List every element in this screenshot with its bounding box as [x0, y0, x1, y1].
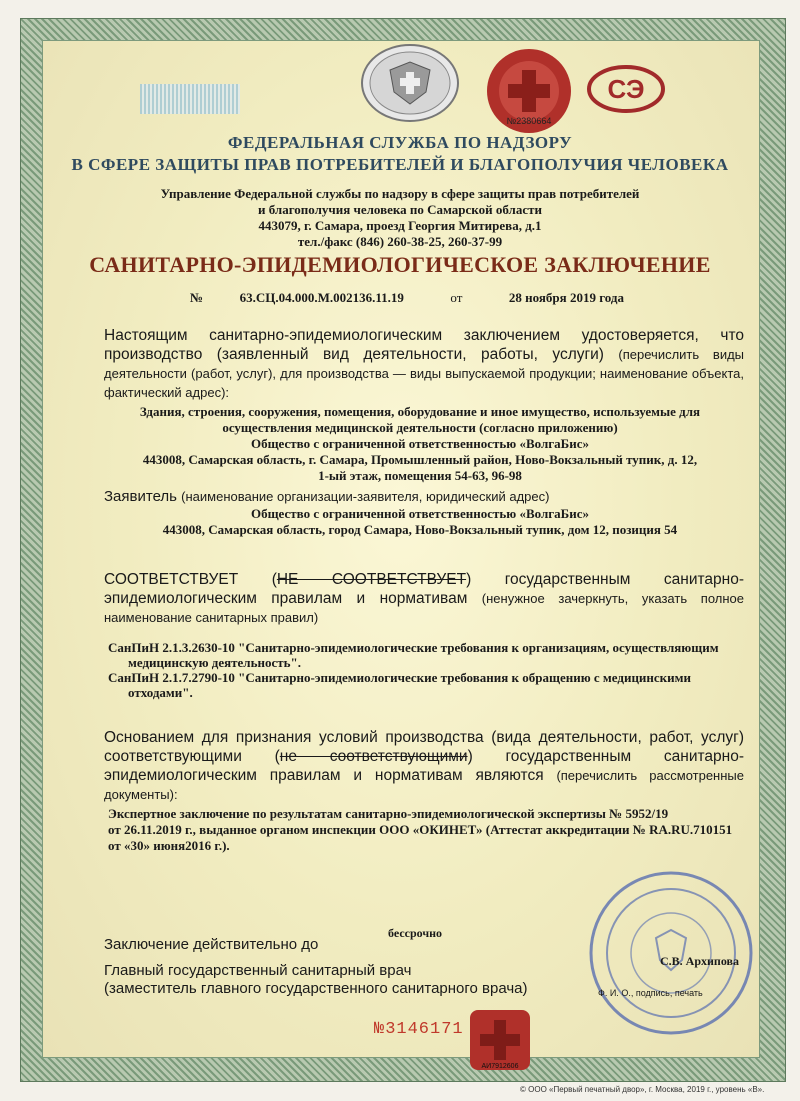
basis-post: ) государственным санитарно-эпидемиологическим правилам и нормативам являются: [104, 748, 744, 784]
expert-block: [108, 806, 748, 854]
agency-line-2: В СФЕРЕ ЗАЩИТЫ ПРАВ ПОТРЕБИТЕЛЕЙ И БЛАГОПОЛУЧИЯ ЧЕЛОВЕКА: [71, 155, 729, 174]
expert-line-2: от 26.11.2019 г., выданное органом инспекции ООО «ОКИНЕТ» (Аттестат аккредитации № RA.RU.710151: [108, 822, 733, 837]
printer-footer: © ООО «Первый печатный двор», г. Москва, 2019 г., уровень «В».: [520, 1085, 765, 1094]
conformity-word: СООТВЕТСТВУЕТ (: [104, 571, 277, 588]
object-line-5: 1-ый этаж, помещения 54-63, 96-98: [318, 468, 522, 483]
sanpin-line-2: медицинскую деятельность".: [128, 655, 301, 670]
signer-name: С.В. Архипова: [660, 954, 740, 968]
expert-line-3: от «30» июня2016 г.).: [108, 838, 230, 853]
number-row: [190, 290, 624, 306]
applicant-line-1: Общество с ограниченной ответственностью «ВолгаБис»: [250, 506, 590, 521]
security-pattern: [140, 84, 240, 114]
document-title: САНИТАРНО-ЭПИДЕМИОЛОГИЧЕСКОЕ ЗАКЛЮЧЕНИЕ: [89, 252, 711, 277]
document-date: 28 ноября 2019 года: [508, 290, 624, 305]
applicant-hint: (наименование организации-заявителя, юридический адрес): [181, 489, 550, 504]
conformity-struck: НЕ СООТВЕТСТВУЕТ: [276, 571, 467, 588]
object-line-1: Здания, строения, сооружения, помещения, оборудование и иное имущество, используемые для: [139, 404, 701, 419]
basis-struck: не соответствующими: [279, 748, 468, 765]
hologram-2-code: АИ7912606: [481, 1063, 519, 1070]
signer-role-deputy: (заместитель главного государственного санитарного врача): [104, 980, 528, 997]
from-word: от: [450, 290, 463, 305]
validity-label: Заключение действительно до: [104, 936, 319, 953]
department-block: [120, 186, 680, 250]
hologram-sticker-icon: [484, 46, 574, 136]
number-prefix: №: [190, 290, 204, 305]
sanpin-block: [108, 640, 748, 700]
dept-address: 443079, г. Самара, проезд Георгия Митирева, д.1: [258, 218, 542, 233]
object-line-4: 443008, Самарская область, г. Самара, Промышленный район, Ново-Вокзальный тупик, д. 12,: [142, 452, 698, 467]
sanpin-line-1: СанПиН 2.1.3.2630-10 "Санитарно-эпидемиологические требования к организациям, осуществляющим: [108, 640, 719, 655]
basis-pre: Основанием для признания условий производства (вида деятельности, работ, услуг) соответствующими (: [104, 729, 744, 765]
conformity-paragraph: [104, 570, 744, 627]
object-line-3: Общество с ограниченной ответственностью «ВолгаБис»: [250, 436, 590, 451]
hologram-sticker-2-icon: [468, 1008, 532, 1072]
applicant-line-2: 443008, Самарская область, город Самара, Ново-Вокзальный тупик, дом 12, позиция 54: [162, 522, 678, 537]
se-mark-text: СЭ: [607, 74, 645, 104]
expert-line-1: Экспертное заключение по результатам санитарно-эпидемиологической экспертизы № 5952/19: [108, 806, 669, 821]
emblem-icon: [360, 42, 460, 124]
basis-paragraph: [104, 728, 744, 804]
applicant-label: Заявитель: [104, 488, 177, 505]
object-block: [100, 404, 740, 484]
agency-line-1: ФЕДЕРАЛЬНАЯ СЛУЖБА ПО НАДЗОРУ: [227, 133, 573, 152]
certify-paragraph: [104, 326, 744, 402]
basis-hint: (перечислить рассмотренные документы):: [104, 768, 744, 802]
document-number: 63.СЦ.04.000.М.002136.11.19: [239, 290, 404, 305]
certify-text: Настоящим санитарно-эпидемиологическим заключением удостоверяется, что производство (заявленный вид деятельности, работы, услуги): [104, 327, 744, 363]
conformity-rest: ) государственным санитарно-эпидемиологическим правилам и нормативам: [104, 571, 744, 607]
sanpin-line-3: СанПиН 2.1.7.2790-10 "Санитарно-эпидемиологические требования к обращению с медицинскими: [108, 670, 692, 685]
certify-hint: (перечислить виды деятельности (работ, услуг), для производства — виды выпускаемой продукции; наименование объекта, фактический адрес):: [104, 347, 745, 400]
se-mark-icon: [586, 64, 666, 114]
hologram-code: №2380664: [506, 116, 552, 126]
dept-line-1: Управление Федеральной службы по надзору в сфере защиты прав потребителей: [160, 186, 640, 201]
agency-heading: [60, 132, 740, 176]
dept-line-2: и благополучия человека по Самарской области: [258, 202, 542, 217]
serial-number: №3146171: [374, 1020, 464, 1039]
applicant-block: [110, 506, 730, 538]
conformity-hint: (ненужное зачеркнуть, указать полное наименование санитарных правил): [104, 591, 744, 625]
validity-value: бессрочно: [388, 926, 443, 940]
signer-role: Главный государственный санитарный врач: [104, 962, 412, 979]
object-line-2: осуществления медицинской деятельности (согласно приложению): [222, 420, 618, 435]
applicant-label-row: [104, 488, 549, 505]
sanpin-line-4: отходами".: [128, 685, 193, 700]
dept-phone: тел./факс (846) 260-38-25, 260-37-99: [297, 234, 503, 249]
signature-caption: Ф. И. О., подпись, печать: [598, 988, 703, 998]
official-seal-icon: [586, 868, 756, 1038]
